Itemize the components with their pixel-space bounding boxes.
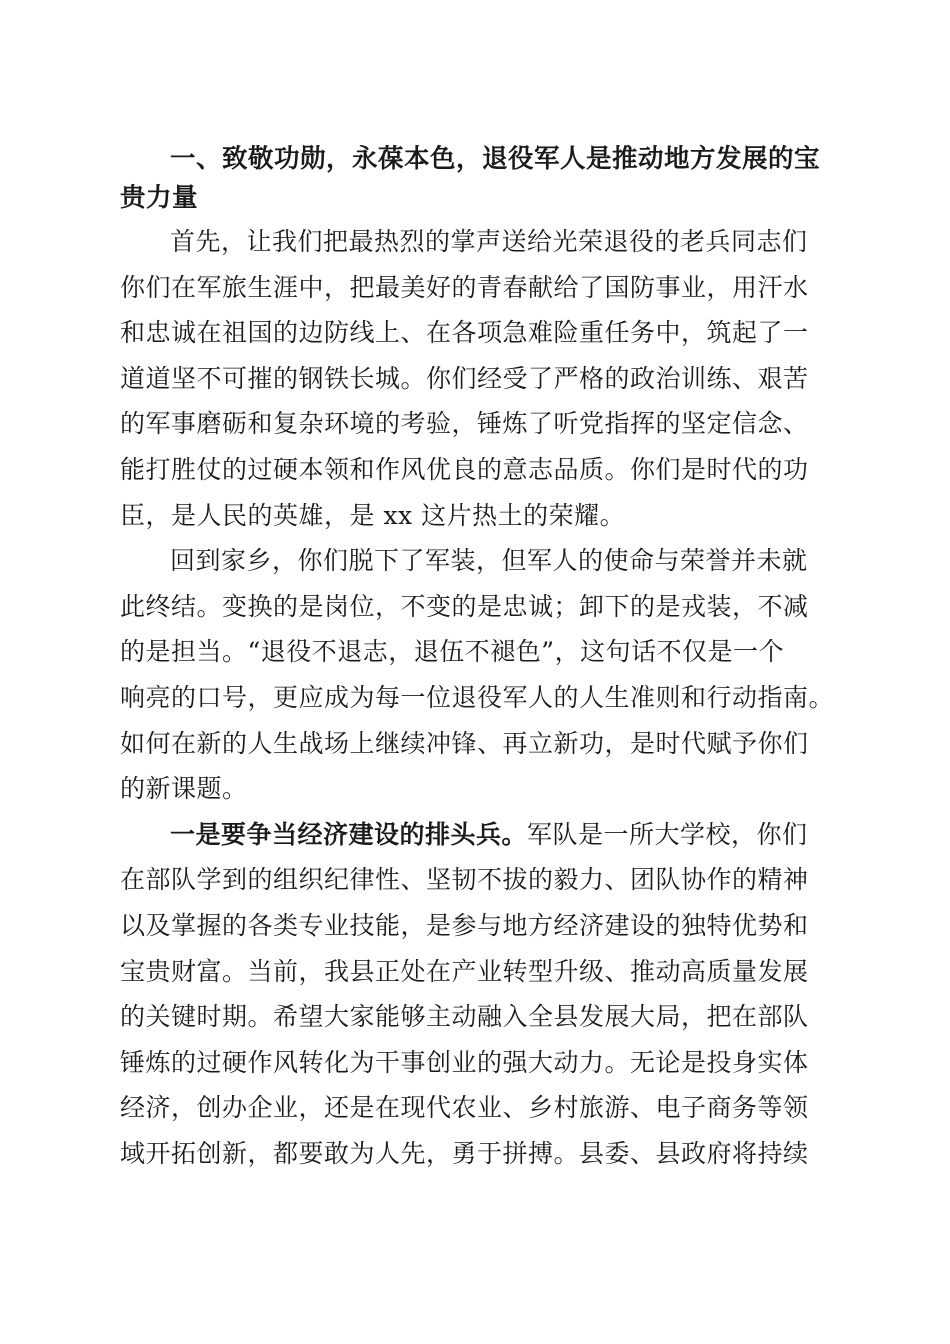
- paragraph-line: 的是担当。“退役不退志，退伍不褪色”，这句话不仅是一个: [120, 637, 785, 667]
- paragraph-2: [120, 538, 835, 812]
- paragraph-line: 在部队学到的组织纪律性、坚韧不拔的毅力、团队协作的精神: [120, 865, 809, 895]
- paragraph-line: 以及掌握的各类专业技能，是参与地方经济建设的独特优势和: [120, 910, 809, 940]
- paragraph-line: 能打胜仗的过硬本领和作风优良的意志品质。你们是时代的功: [120, 454, 809, 484]
- paragraph-line: 经济，创办企业，还是在现代农业、乡村旅游、电子商务等领: [120, 1093, 809, 1123]
- section-heading: [120, 140, 832, 218]
- paragraph-line: 首先，让我们把最热烈的掌声送给光荣退役的老兵同志们: [170, 227, 808, 256]
- paragraph-line: 如何在新的人生战场上继续冲锋、再立新功，是时代赋予你们: [120, 728, 809, 758]
- paragraph-line: 的军事磨砺和复杂环境的考验，锤炼了听党指挥的坚定信念、: [120, 409, 809, 439]
- paragraph-line: 域开拓创新，都要敢为人先，勇于拼搏。县委、县政府将持续: [120, 1138, 809, 1168]
- paragraph-line: 的新课题。: [120, 774, 248, 804]
- paragraph-line: 道道坚不可摧的钢铁长城。你们经受了严格的政治训练、艰苦: [120, 363, 809, 393]
- paragraph-line: 此终结。变换的是岗位，不变的是忠诚；卸下的是戎装，不减: [120, 591, 809, 621]
- paragraph-1: [120, 219, 832, 538]
- paragraph-line: 回到家乡，你们脱下了军装，但军人的使命与荣誉并未就: [170, 546, 808, 576]
- paragraph-line: 锤炼的过硬作风转化为干事创业的强大动力。无论是投身实体: [120, 1047, 809, 1077]
- paragraph-lead-phrase: 一是要争当经济建设的排头兵。: [170, 819, 528, 849]
- paragraph-line: 臣，是人民的英雄，是 xx 这片热土的荣耀。: [120, 500, 626, 530]
- heading-line: 贵力量: [120, 183, 199, 213]
- paragraph-line-lead: [120, 812, 832, 858]
- paragraph-3: [120, 812, 832, 1177]
- paragraph-line: 宝贵财富。当前，我县正处在产业转型升级、推动高质量发展: [120, 956, 809, 986]
- paragraph-lead-rest: 军队是一所大学校，你们: [527, 819, 808, 849]
- document-body: [120, 140, 835, 1176]
- paragraph-line: 响亮的口号，更应成为每一位退役军人的人生准则和行动指南。: [120, 682, 835, 712]
- heading-line: 一、致敬功勋，永葆本色，退役军人是推动地方发展的宝: [170, 144, 821, 174]
- paragraph-line: 和忠诚在祖国的边防线上、在各项急难险重任务中，筑起了一: [120, 318, 809, 348]
- paragraph-line: 的关键时期。希望大家能够主动融入全县发展大局，把在部队: [120, 1002, 809, 1032]
- paragraph-line: 你们在军旅生涯中，把最美好的青春献给了国防事业，用汗水: [120, 272, 809, 302]
